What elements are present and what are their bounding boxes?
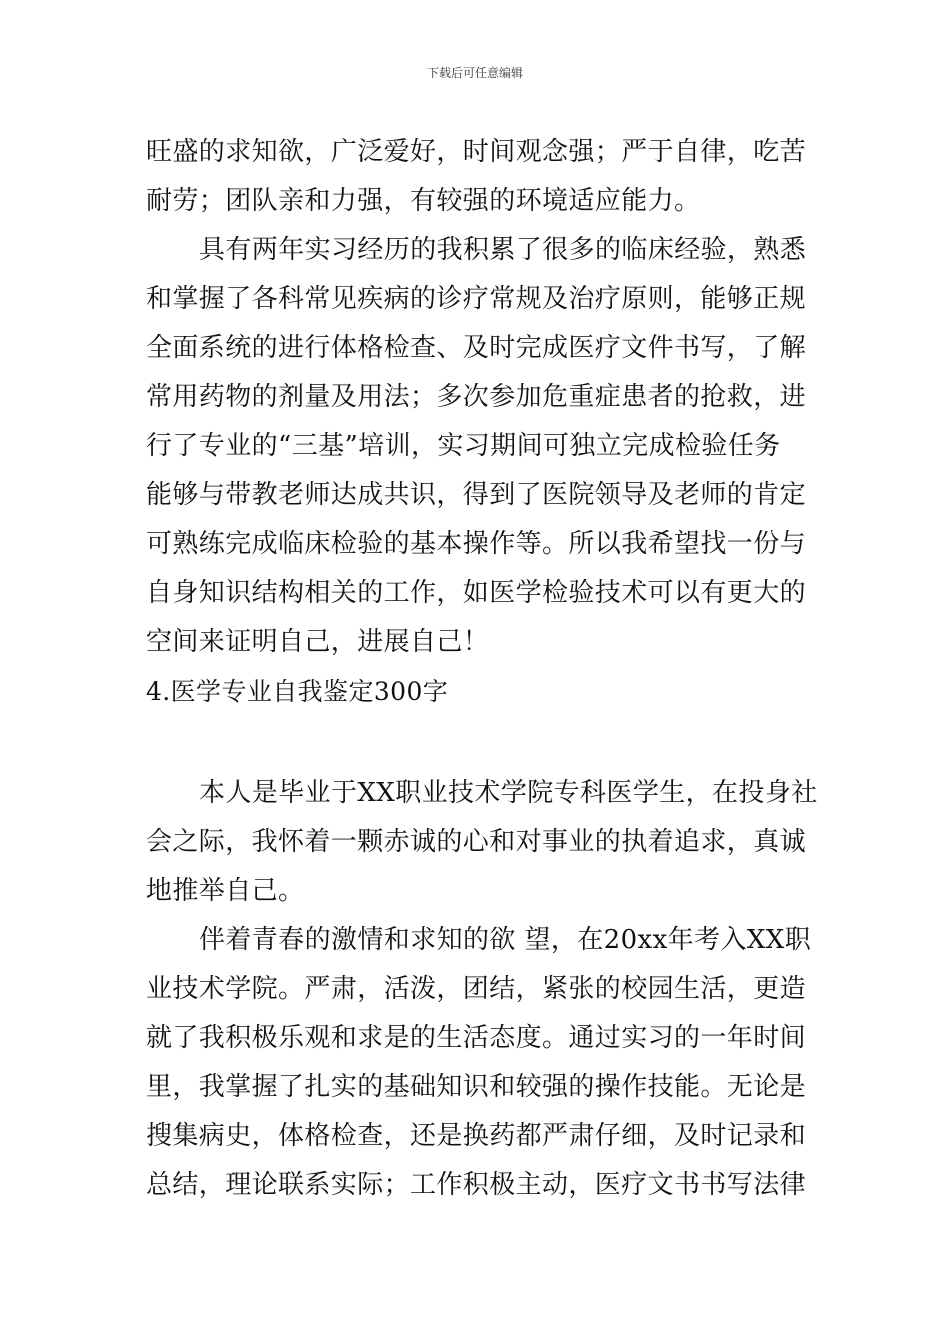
paragraph-line: 业技术学院。严肃，活泼，团结，紧张的校园生活，更造 <box>146 974 807 1004</box>
paragraph-line: 本人是毕业于XX职业技术学院专科医学生，在投身社 <box>199 778 818 808</box>
paragraph-2 <box>146 226 810 667</box>
paragraph-line: 耐劳；团队亲和力强，有较强的环境适应能力。 <box>146 186 701 216</box>
paragraph-line: 具有两年实习经历的我积累了很多的临床经验，熟悉 <box>199 235 807 265</box>
paragraph-line: 旺盛的求知欲，广泛爱好，时间观念强；严于自律，吃苦 <box>146 137 807 167</box>
paragraph-line: 行了专业的“三基”培训，实习期间可独立完成检验任务 <box>146 431 781 461</box>
paragraph-line: 能够与带教老师达成共识，得到了医院领导及老师的肯定 <box>146 480 807 510</box>
page-header: 下载后可任意编辑 <box>426 66 523 80</box>
paragraph-line: 空间来证明自己，进展自己！ <box>146 627 490 657</box>
paragraph-line: 常用药物的剂量及用法；多次参加危重症患者的抢救，进 <box>146 382 807 412</box>
paragraph-line: 伴着青春的激情和求知的欲 望，在20xx年考入XX职 <box>199 925 812 955</box>
paragraph-line: 自身知识结构相关的工作，如医学检验技术可以有更大的 <box>146 578 807 608</box>
section-heading: 4.医学专业自我鉴定300字 <box>146 677 449 706</box>
paragraph-line: 地推举自己。 <box>146 876 305 906</box>
paragraph-line: 可熟练完成临床检验的基本操作等。所以我希望找一份与 <box>146 529 807 559</box>
paragraph-line: 全面系统的进行体格检查、及时完成医疗文件书写，了解 <box>146 333 807 363</box>
paragraph-4 <box>146 916 810 1210</box>
blank-spacer <box>146 716 810 769</box>
paragraph-line: 和掌握了各科常见疾病的诊疗常规及治疗原则，能够正规 <box>146 284 807 314</box>
paragraph-1 <box>146 128 810 226</box>
paragraph-line: 会之际，我怀着一颗赤诚的心和对事业的执着追求，真诚 <box>146 827 807 857</box>
paragraph-line: 搜集病史，体格检查，还是换药都严肃仔细，及时记录和 <box>146 1121 807 1151</box>
paragraph-line: 总结，理论联系实际；工作积极主动，医疗文书书写法律 <box>146 1170 807 1200</box>
paragraph-line: 里，我掌握了扎实的基础知识和较强的操作技能。无论是 <box>146 1072 807 1102</box>
paragraph-line: 就了我积极乐观和求是的生活态度。通过实习的一年时间 <box>146 1023 807 1053</box>
paragraph-3 <box>146 769 818 916</box>
document-body <box>146 128 818 1210</box>
